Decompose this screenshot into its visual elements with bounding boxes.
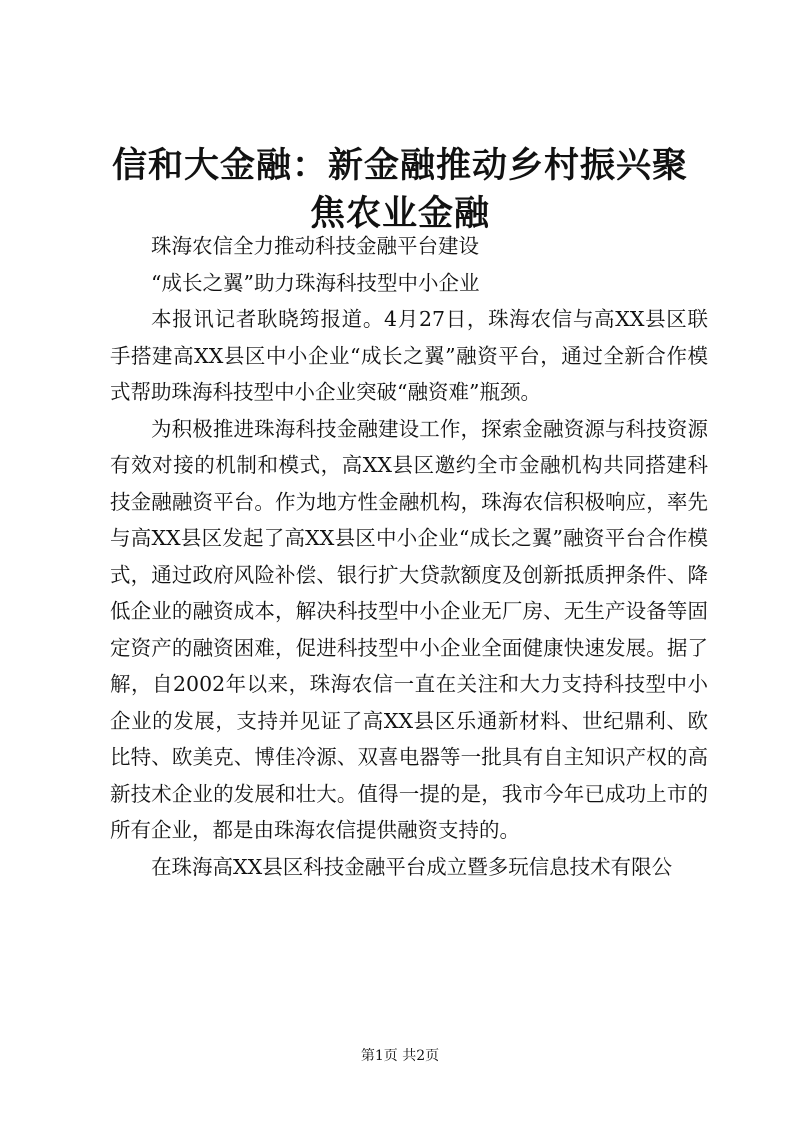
page-footer: 第1页 共2页 [360, 1048, 440, 1064]
document-title: 信和大金融：新金融推动乡村振兴聚焦农业金融 [111, 145, 688, 234]
paragraph-lead: 本报讯记者耿晓筠报道。4月27日，珠海农信与高XX县区联手搭建高XX县区中小企业“成长之翼”融资平台，通过全新合作模式帮助珠海科技型中小企业突破“融资难”瓶颈。 [110, 307, 708, 404]
subheading-2: “成长之翼”助力珠海科技型中小企业 [151, 270, 480, 295]
paragraph-continued: 在珠海高XX县区科技金融平台成立暨多玩信息技术有限公 [151, 854, 673, 879]
subheading-1: 珠海农信全力推动科技金融平台建设 [151, 234, 479, 258]
paragraph-main: 为积极推进珠海科技金融建设工作，探索金融资源与科技资源有效对接的机制和模式，高XX县区邀约全市金融机构共同搭建科技金融融资平台。作为地方性金融机构，珠海农信积极响应，率先与高XX县区发起了高XX县区中小企业“成长之翼”融资平台合作模式，通过政府风险补偿、银行扩大贷款额度及创新抵质押条件、降低企业的融资成本，解决科技型中小企业无厂房、无生产设备等固定资产的融资困难，促进科技型中小企业全面健康快速发展。据了解，自2002年以来，珠海农信一直在关注和大力支持科技型中小企业的发展，支持并见证了高XX县区乐通新材料、世纪鼎利、欧比特、欧美克、博佳冷源、双喜电器等一批具有自主知识产权的高新技术企业的发展和壮大。值得一提的是，我市今年已成功上市的所有企业，都是由珠海农信提供融资支持的。 [110, 416, 708, 842]
document-body [110, 228, 708, 885]
